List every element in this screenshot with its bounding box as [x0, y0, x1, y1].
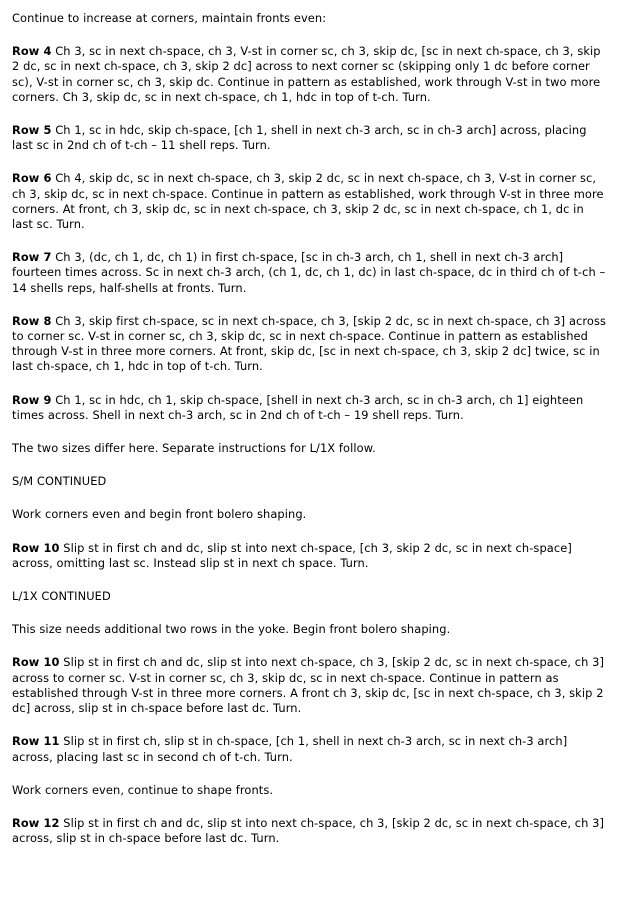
sm-row-10-instruction — [12, 541, 608, 571]
row-text: Ch 3, (dc, ch 1, dc, ch 1) in first ch-space, [sc in ch-3 arch, ch 1, shell in next ch-3 arch] fourteen times across. Sc in next ch-3 arch, (ch 1, dc, ch 1, dc) in last ch-space, dc in third ch of t-ch – 14 shells reps, half-shells at fronts. Turn. — [12, 250, 606, 295]
row-label: Row 4 — [12, 44, 52, 59]
row-text: Slip st in first ch, slip st in ch-space, [ch 1, shell in next ch-3 arch, sc in next ch-3 arch] across, placing last sc in second ch of t-ch. Turn. — [12, 734, 568, 764]
row-text: Ch 3, skip first ch-space, sc in next ch-space, ch 3, [skip 2 dc, sc in next ch-space, ch 3] across to corner sc. V-st in corner sc, ch 3, skip dc, sc in next ch-space. Continue in pattern as established through V-st in three more corners. At front, skip dc, [sc in next ch-space, ch 3, skip 2 dc] twice, sc in last ch-space, ch 1, hdc in top of t-ch. Turn. — [12, 313, 607, 374]
l-row-12-instruction — [12, 816, 608, 846]
sm-section-heading: S/M CONTINUED — [12, 474, 107, 489]
row-text: Slip st in first ch and dc, slip st into next ch-space, ch 3, [skip 2 dc, sc in next ch-space, ch 3] across to corner sc. V-st in corner sc, ch 3, skip dc, sc in next ch-space. Continue in pattern as established through V-st in three more corners. A front ch 3, skip dc, [sc in next ch-space, ch 3, skip 2 dc] across, slip st in ch-space before last dc. Turn. — [12, 655, 605, 716]
intro-text: Continue to increase at corners, maintain fronts even: — [12, 11, 327, 25]
row-4-instruction — [12, 44, 608, 105]
l-row-10-instruction — [12, 655, 608, 716]
row-label: Row 9 — [12, 392, 52, 407]
row-text: Slip st in first ch and dc, slip st into next ch-space, [ch 3, skip 2 dc, sc in next ch-space] across, omitting last sc. Instead slip st in next ch space. Turn. — [12, 540, 572, 570]
row-label: Row 5 — [12, 123, 52, 138]
row-5-instruction — [12, 123, 608, 153]
row-label: Row 12 — [12, 815, 60, 830]
row-text: Ch 4, skip dc, sc in next ch-space, ch 3, skip 2 dc, sc in next ch-space, ch 3, V-st in corner sc, ch 3, skip dc, sc in next ch-space. Continue in pattern as established, work through V-st in three more corners. At front, ch 3, skip dc, sc in next ch-space, ch 3, skip 2 dc, sc in next ch-space, ch 1, dc in last sc. Turn. — [12, 171, 604, 232]
row-7-instruction — [12, 250, 608, 296]
row-text: Ch 1, sc in hdc, ch 1, skip ch-space, [shell in next ch-3 arch, sc in ch-3 arch, ch 1] eighteen times across. Shell in next ch-3 arch, sc in 2nd ch of t-ch – 19 shell reps. Turn. — [12, 392, 584, 422]
row-6-instruction — [12, 171, 608, 232]
row-label: Row 11 — [12, 734, 60, 749]
l-row-11-instruction — [12, 734, 608, 764]
row-label: Row 10 — [12, 540, 60, 555]
sizes-differ-note: The two sizes differ here. Separate instructions for L/1X follow. — [12, 441, 376, 456]
sm-intro-text: Work corners even and begin front bolero shaping. — [12, 507, 307, 522]
l-intro-text: This size needs additional two rows in the yoke. Begin front bolero shaping. — [12, 622, 451, 637]
row-label: Row 8 — [12, 313, 52, 328]
row-text: Ch 1, sc in hdc, skip ch-space, [ch 1, shell in next ch-3 arch, sc in ch-3 arch] across, placing last sc in 2nd ch of t-ch – 11 shell reps. Turn. — [12, 123, 587, 153]
row-8-instruction — [12, 314, 608, 375]
row-9-instruction — [12, 393, 608, 423]
row-text: Slip st in first ch and dc, slip st into next ch-space, ch 3, [skip 2 dc, sc in next ch-space, ch 3] across, slip st in ch-space before last dc. Turn. — [12, 815, 605, 846]
row-label: Row 7 — [12, 250, 52, 265]
row-text: Ch 3, sc in next ch-space, ch 3, V-st in corner sc, ch 3, skip dc, [sc in next ch-space, ch 3, skip 2 dc, sc in next ch-space, ch 3, skip 2 dc] across to next corner sc (skipping only 1 dc before corner sc), V-st in corner sc, ch 3, skip dc. Continue in pattern as established, work through V-st in two more corners. Ch 3, skip dc, sc in next ch-space, ch 1, hdc in top of t-ch. Turn. — [12, 44, 601, 104]
row-label: Row 10 — [12, 655, 60, 670]
l-corners-note: Work corners even, continue to shape fronts. — [12, 782, 274, 797]
row-label: Row 6 — [12, 171, 52, 186]
l-section-heading: L/1X CONTINUED — [12, 589, 111, 604]
